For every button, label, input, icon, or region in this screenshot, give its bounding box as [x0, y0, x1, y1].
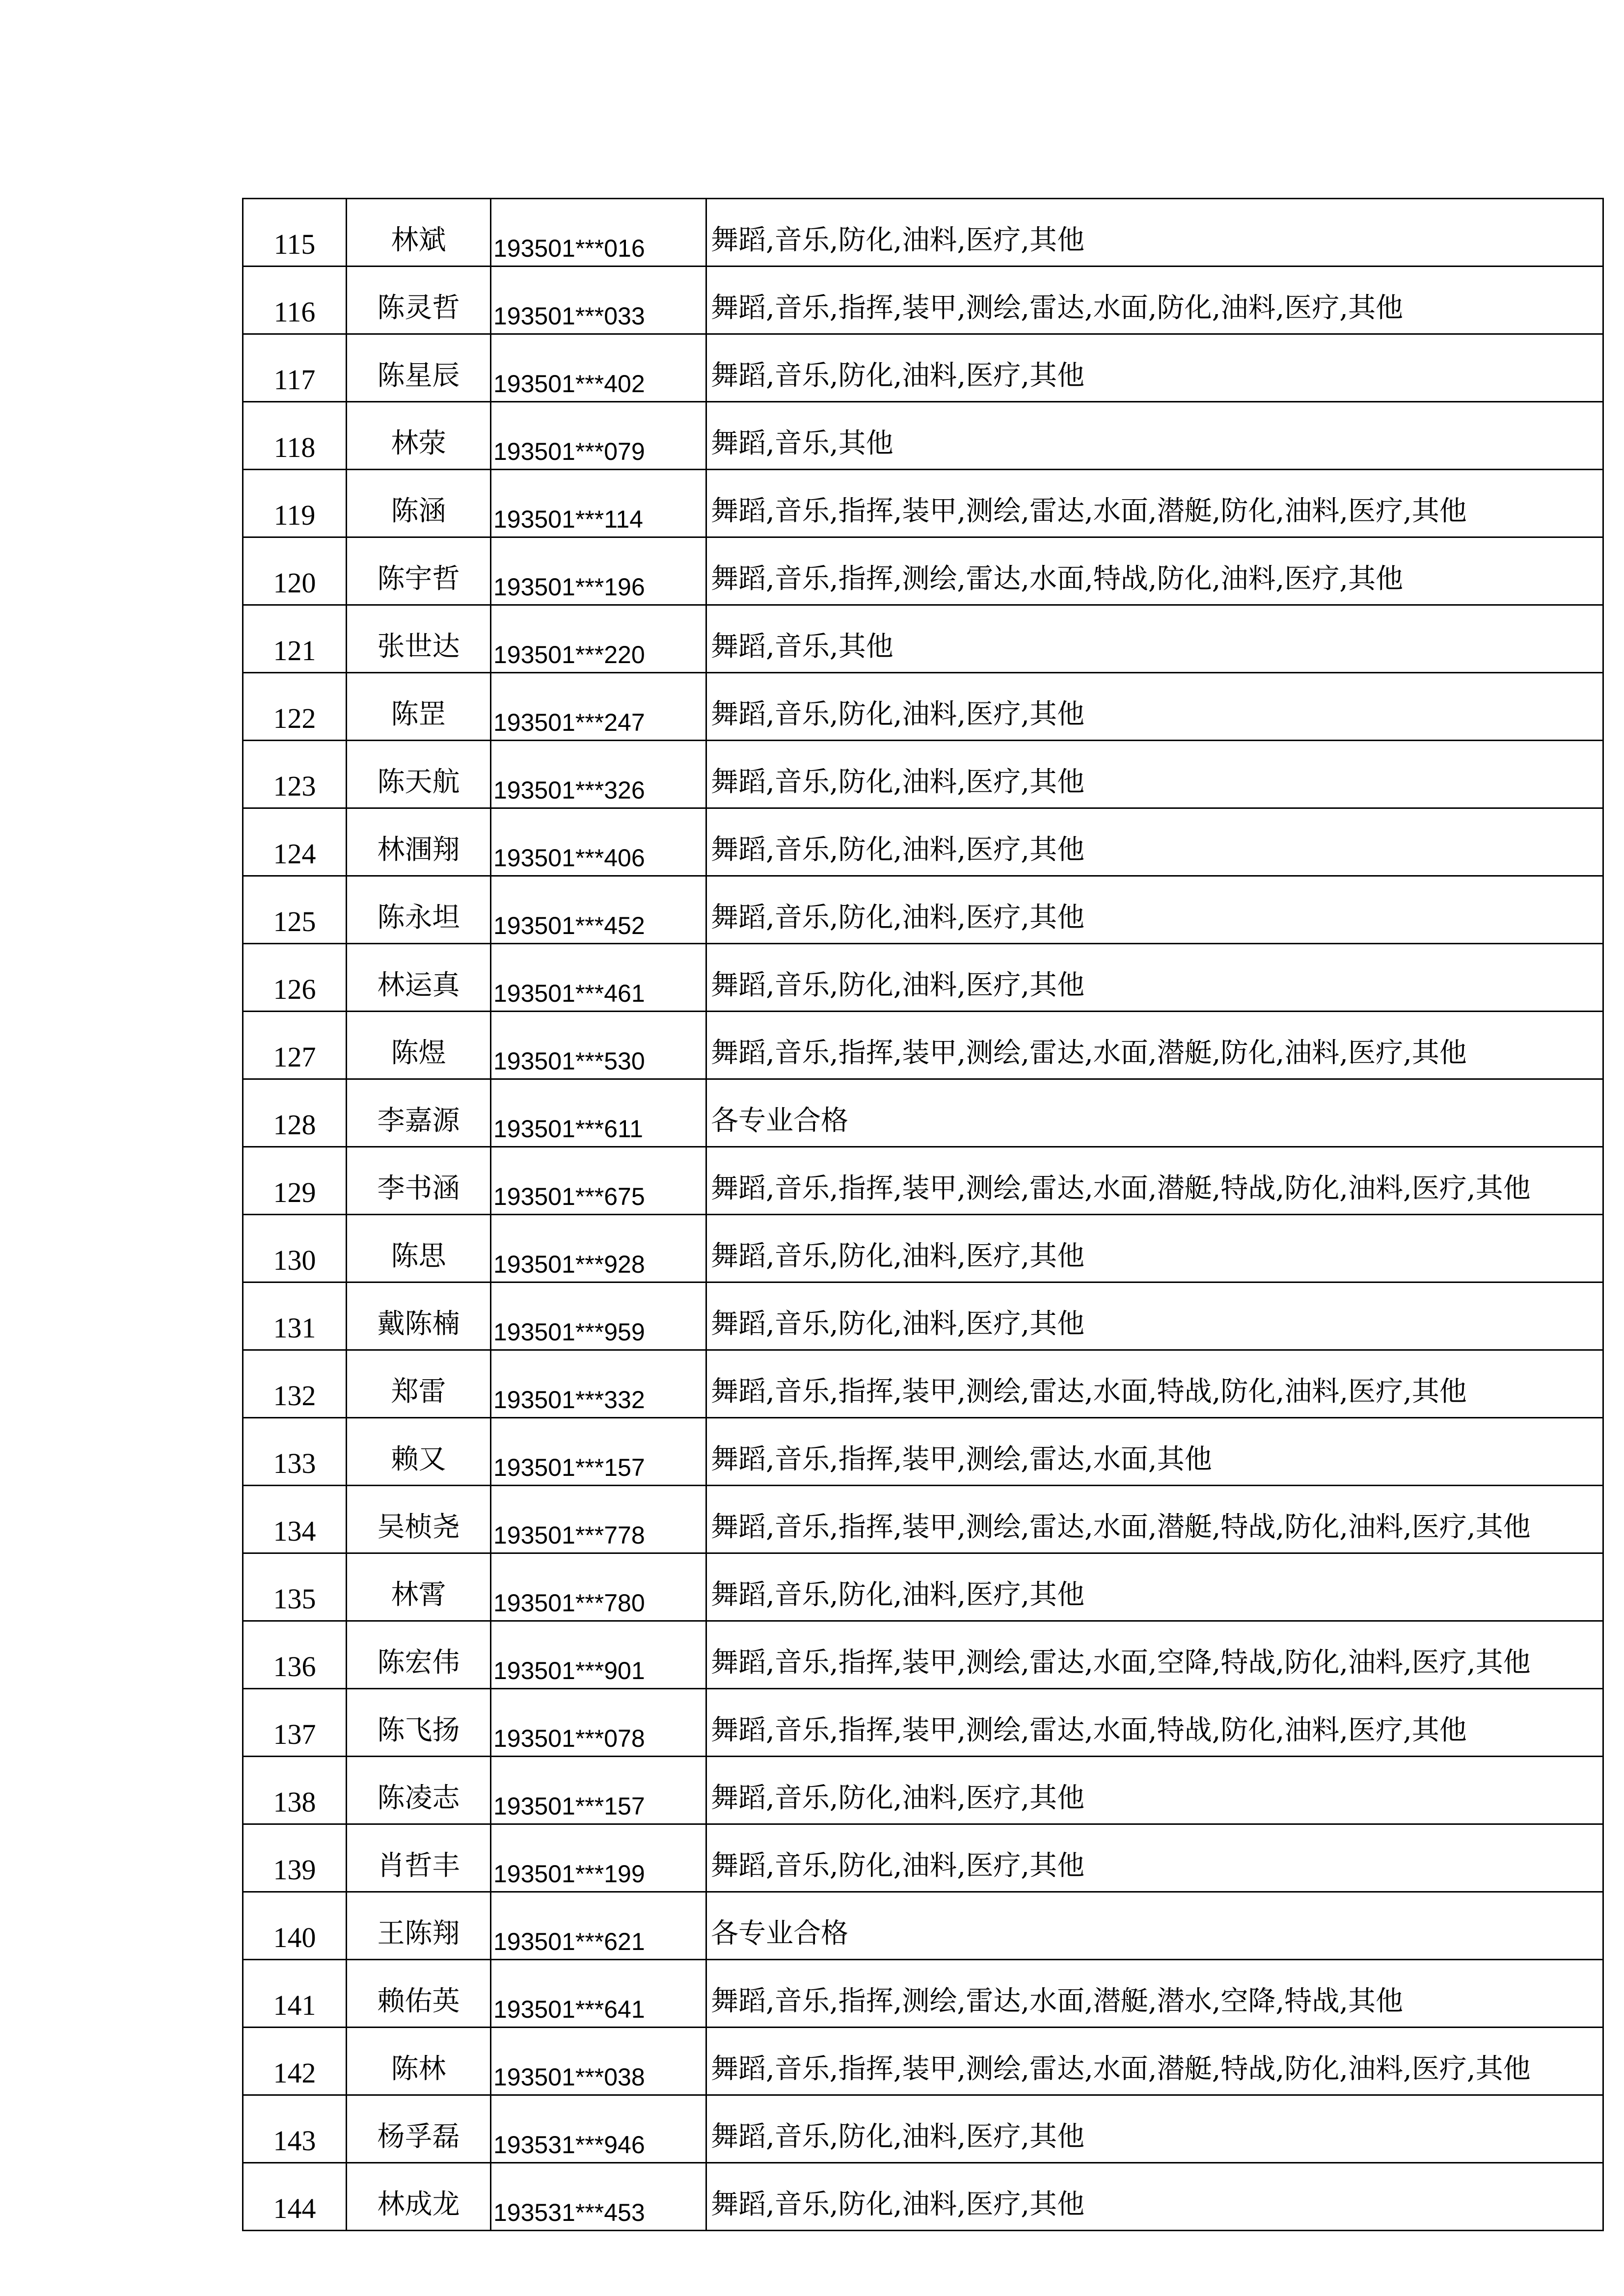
id-number-cell: 193501***406 [491, 808, 706, 876]
qualified-specialties-cell: 舞蹈,音乐,其他 [706, 402, 1603, 470]
name-cell: 陈凌志 [347, 1757, 491, 1824]
row-number-cell: 136 [243, 1621, 347, 1689]
table-row [243, 1486, 1603, 1553]
table-row [243, 1757, 1603, 1824]
qualified-specialties-cell: 舞蹈,音乐,防化,油料,医疗,其他 [706, 673, 1603, 741]
id-number-cell: 193501***402 [491, 334, 706, 402]
name-cell: 陈飞扬 [347, 1689, 491, 1757]
name-cell: 林涠翔 [347, 808, 491, 876]
name-cell: 王陈翔 [347, 1892, 491, 1960]
qualified-specialties-cell: 舞蹈,音乐,指挥,装甲,测绘,雷达,水面,空降,特战,防化,油料,医疗,其他 [706, 1621, 1603, 1689]
qualified-specialties-cell: 舞蹈,音乐,防化,油料,医疗,其他 [706, 1824, 1603, 1892]
name-cell: 肖哲丰 [347, 1824, 491, 1892]
row-number-cell: 117 [243, 334, 347, 402]
qualified-specialties-cell: 舞蹈,音乐,指挥,装甲,测绘,雷达,水面,潜艇,特战,防化,油料,医疗,其他 [706, 1147, 1603, 1215]
row-number-cell: 142 [243, 2028, 347, 2095]
id-number-cell: 193501***530 [491, 1012, 706, 1079]
name-cell: 赖又 [347, 1418, 491, 1486]
name-cell: 李嘉源 [347, 1079, 491, 1147]
row-number-cell: 127 [243, 1012, 347, 1079]
qualified-specialties-cell: 舞蹈,音乐,防化,油料,医疗,其他 [706, 808, 1603, 876]
qualified-specialties-cell: 舞蹈,音乐,防化,油料,医疗,其他 [706, 1215, 1603, 1282]
name-cell: 陈天航 [347, 741, 491, 808]
id-number-cell: 193501***199 [491, 1824, 706, 1892]
id-number-cell: 193501***157 [491, 1757, 706, 1824]
qualified-specialties-cell: 舞蹈,音乐,指挥,测绘,雷达,水面,特战,防化,油料,医疗,其他 [706, 537, 1603, 605]
qualified-specialties-cell: 舞蹈,音乐,防化,油料,医疗,其他 [706, 944, 1603, 1012]
id-number-cell: 193501***928 [491, 1215, 706, 1282]
row-number-cell: 124 [243, 808, 347, 876]
name-cell: 陈永坦 [347, 876, 491, 944]
table-row [243, 402, 1603, 470]
qualified-specialties-cell: 舞蹈,音乐,防化,油料,医疗,其他 [706, 2095, 1603, 2163]
id-number-cell: 193501***675 [491, 1147, 706, 1215]
table-row [243, 1079, 1603, 1147]
id-number-cell: 193531***453 [491, 2163, 706, 2231]
id-number-cell: 193501***780 [491, 1553, 706, 1621]
name-cell: 赖佑英 [347, 1960, 491, 2028]
id-number-cell: 193501***778 [491, 1486, 706, 1553]
name-cell: 林运真 [347, 944, 491, 1012]
name-cell: 张世达 [347, 605, 491, 673]
table-row [243, 470, 1603, 537]
row-number-cell: 140 [243, 1892, 347, 1960]
row-number-cell: 141 [243, 1960, 347, 2028]
id-number-cell: 193501***461 [491, 944, 706, 1012]
row-number-cell: 116 [243, 267, 347, 334]
name-cell: 陈林 [347, 2028, 491, 2095]
row-number-cell: 139 [243, 1824, 347, 1892]
qualified-specialties-cell: 舞蹈,音乐,其他 [706, 605, 1603, 673]
table-row [243, 1147, 1603, 1215]
row-number-cell: 129 [243, 1147, 347, 1215]
results-table [242, 198, 1604, 2231]
table-row [243, 1350, 1603, 1418]
name-cell: 林荥 [347, 402, 491, 470]
name-cell: 陈涵 [347, 470, 491, 537]
table-row [243, 1282, 1603, 1350]
name-cell: 陈罡 [347, 673, 491, 741]
qualified-specialties-cell: 舞蹈,音乐,防化,油料,医疗,其他 [706, 199, 1603, 267]
table-row [243, 1012, 1603, 1079]
row-number-cell: 121 [243, 605, 347, 673]
name-cell: 陈宏伟 [347, 1621, 491, 1689]
row-number-cell: 128 [243, 1079, 347, 1147]
row-number-cell: 119 [243, 470, 347, 537]
qualified-specialties-cell: 舞蹈,音乐,防化,油料,医疗,其他 [706, 741, 1603, 808]
table-row [243, 199, 1603, 267]
id-number-cell: 193501***196 [491, 537, 706, 605]
name-cell: 陈宇哲 [347, 537, 491, 605]
row-number-cell: 143 [243, 2095, 347, 2163]
row-number-cell: 115 [243, 199, 347, 267]
name-cell: 陈灵哲 [347, 267, 491, 334]
table-row [243, 1892, 1603, 1960]
name-cell: 吴桢尧 [347, 1486, 491, 1553]
qualified-specialties-cell: 舞蹈,音乐,指挥,装甲,测绘,雷达,水面,其他 [706, 1418, 1603, 1486]
table-row [243, 2028, 1603, 2095]
id-number-cell: 193501***016 [491, 199, 706, 267]
id-number-cell: 193501***114 [491, 470, 706, 537]
row-number-cell: 120 [243, 537, 347, 605]
row-number-cell: 133 [243, 1418, 347, 1486]
table-row [243, 2163, 1603, 2231]
id-number-cell: 193501***033 [491, 267, 706, 334]
id-number-cell: 193501***157 [491, 1418, 706, 1486]
id-number-cell: 193501***220 [491, 605, 706, 673]
row-number-cell: 126 [243, 944, 347, 1012]
row-number-cell: 137 [243, 1689, 347, 1757]
id-number-cell: 193501***959 [491, 1282, 706, 1350]
row-number-cell: 122 [243, 673, 347, 741]
name-cell: 陈星辰 [347, 334, 491, 402]
qualified-specialties-cell: 舞蹈,音乐,防化,油料,医疗,其他 [706, 1282, 1603, 1350]
qualified-specialties-cell: 舞蹈,音乐,指挥,测绘,雷达,水面,潜艇,潜水,空降,特战,其他 [706, 1960, 1603, 2028]
id-number-cell: 193501***621 [491, 1892, 706, 1960]
table-row [243, 741, 1603, 808]
qualified-specialties-cell: 舞蹈,音乐,指挥,装甲,测绘,雷达,水面,特战,防化,油料,医疗,其他 [706, 1350, 1603, 1418]
id-number-cell: 193501***611 [491, 1079, 706, 1147]
results-table-body [243, 199, 1603, 2231]
qualified-specialties-cell: 舞蹈,音乐,指挥,装甲,测绘,雷达,水面,潜艇,防化,油料,医疗,其他 [706, 470, 1603, 537]
qualified-specialties-cell: 舞蹈,音乐,防化,油料,医疗,其他 [706, 876, 1603, 944]
id-number-cell: 193531***946 [491, 2095, 706, 2163]
table-row [243, 1215, 1603, 1282]
name-cell: 戴陈楠 [347, 1282, 491, 1350]
row-number-cell: 123 [243, 741, 347, 808]
id-number-cell: 193501***326 [491, 741, 706, 808]
table-row [243, 605, 1603, 673]
table-row [243, 1960, 1603, 2028]
qualified-specialties-cell: 舞蹈,音乐,指挥,装甲,测绘,雷达,水面,潜艇,特战,防化,油料,医疗,其他 [706, 2028, 1603, 2095]
id-number-cell: 193501***078 [491, 1689, 706, 1757]
table-row [243, 673, 1603, 741]
row-number-cell: 138 [243, 1757, 347, 1824]
id-number-cell: 193501***901 [491, 1621, 706, 1689]
qualified-specialties-cell: 舞蹈,音乐,防化,油料,医疗,其他 [706, 1757, 1603, 1824]
table-row [243, 1824, 1603, 1892]
id-number-cell: 193501***641 [491, 1960, 706, 2028]
table-row [243, 1689, 1603, 1757]
qualified-specialties-cell: 舞蹈,音乐,防化,油料,医疗,其他 [706, 1553, 1603, 1621]
row-number-cell: 144 [243, 2163, 347, 2231]
row-number-cell: 135 [243, 1553, 347, 1621]
qualified-specialties-cell: 各专业合格 [706, 1079, 1603, 1147]
qualified-specialties-cell: 舞蹈,音乐,指挥,装甲,测绘,雷达,水面,防化,油料,医疗,其他 [706, 267, 1603, 334]
name-cell: 郑雷 [347, 1350, 491, 1418]
id-number-cell: 193501***332 [491, 1350, 706, 1418]
row-number-cell: 125 [243, 876, 347, 944]
qualified-specialties-cell: 舞蹈,音乐,指挥,装甲,测绘,雷达,水面,潜艇,防化,油料,医疗,其他 [706, 1012, 1603, 1079]
name-cell: 林霄 [347, 1553, 491, 1621]
name-cell: 陈煜 [347, 1012, 491, 1079]
table-row [243, 1621, 1603, 1689]
qualified-specialties-cell: 舞蹈,音乐,防化,油料,医疗,其他 [706, 334, 1603, 402]
qualified-specialties-cell: 舞蹈,音乐,防化,油料,医疗,其他 [706, 2163, 1603, 2231]
table-row [243, 1418, 1603, 1486]
table-row [243, 808, 1603, 876]
qualified-specialties-cell: 各专业合格 [706, 1892, 1603, 1960]
name-cell: 杨孚磊 [347, 2095, 491, 2163]
qualified-specialties-cell: 舞蹈,音乐,指挥,装甲,测绘,雷达,水面,特战,防化,油料,医疗,其他 [706, 1689, 1603, 1757]
table-row [243, 267, 1603, 334]
id-number-cell: 193501***038 [491, 2028, 706, 2095]
name-cell: 林成龙 [347, 2163, 491, 2231]
table-row [243, 537, 1603, 605]
row-number-cell: 134 [243, 1486, 347, 1553]
row-number-cell: 118 [243, 402, 347, 470]
table-row [243, 876, 1603, 944]
id-number-cell: 193501***247 [491, 673, 706, 741]
row-number-cell: 132 [243, 1350, 347, 1418]
name-cell: 李书涵 [347, 1147, 491, 1215]
id-number-cell: 193501***079 [491, 402, 706, 470]
row-number-cell: 131 [243, 1282, 347, 1350]
name-cell: 陈思 [347, 1215, 491, 1282]
table-row [243, 1553, 1603, 1621]
id-number-cell: 193501***452 [491, 876, 706, 944]
row-number-cell: 130 [243, 1215, 347, 1282]
name-cell: 林斌 [347, 199, 491, 267]
qualified-specialties-cell: 舞蹈,音乐,指挥,装甲,测绘,雷达,水面,潜艇,特战,防化,油料,医疗,其他 [706, 1486, 1603, 1553]
table-row [243, 944, 1603, 1012]
table-row [243, 2095, 1603, 2163]
table-row [243, 334, 1603, 402]
